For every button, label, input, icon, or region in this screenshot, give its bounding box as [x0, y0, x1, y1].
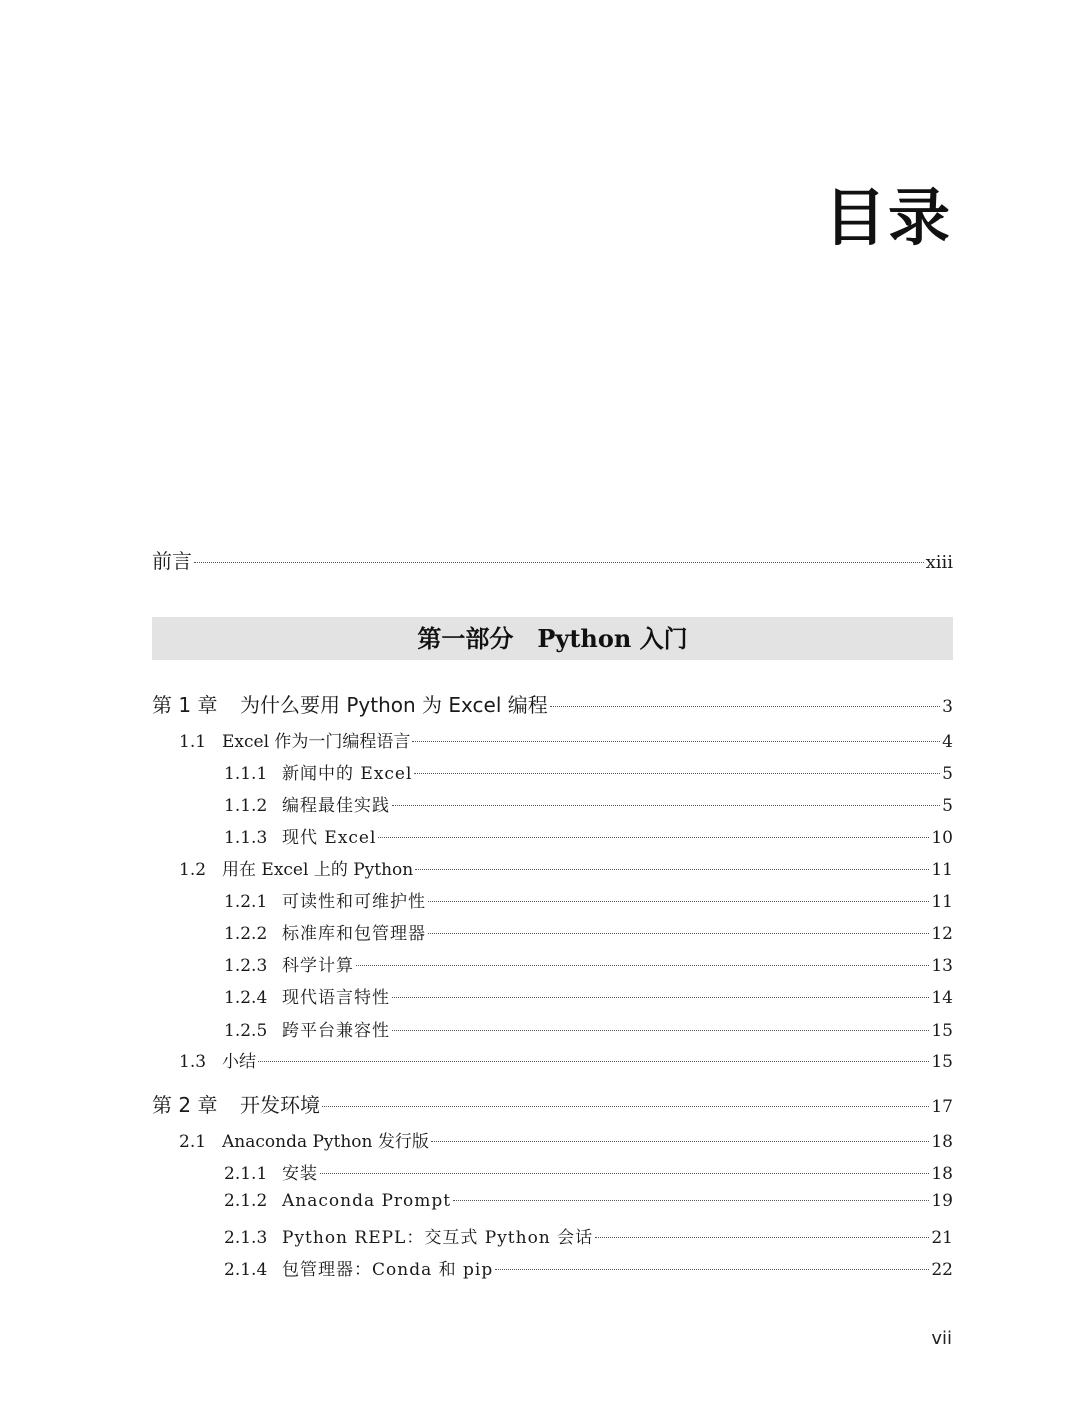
toc-entry-number: 第 2 章 — [152, 1093, 218, 1117]
dot-leader — [378, 837, 929, 838]
dot-leader — [550, 706, 940, 707]
toc-entry-sub[interactable] — [152, 1191, 953, 1211]
dot-leader — [412, 741, 940, 742]
toc-entry-chapter[interactable] — [152, 689, 953, 718]
toc-entry-page: 3 — [942, 697, 953, 717]
toc-entry-label: 包管理器：Conda 和 pip — [282, 1260, 494, 1280]
toc-entry-label: Python REPL：交互式 Python 会话 — [282, 1228, 594, 1248]
toc-entry-page: 22 — [931, 1260, 953, 1280]
toc-entry-page: 14 — [931, 988, 953, 1008]
toc-entry-page: 12 — [931, 924, 953, 944]
toc-entry-number: 1.2.3 — [224, 956, 268, 976]
toc-entry-label: Anaconda Python 发行版 — [222, 1132, 429, 1152]
dot-leader — [428, 933, 929, 934]
toc-entry-number: 1.1.1 — [224, 764, 268, 784]
toc-entry-label: 现代语言特性 — [282, 988, 390, 1008]
dot-leader — [194, 562, 924, 563]
toc-entry-preface[interactable] — [152, 545, 953, 574]
toc-entry-label: 小结 — [222, 1052, 256, 1072]
toc-entry-label: 可读性和可维护性 — [282, 892, 426, 912]
toc-entry-label: 为什么要用 Python 为 Excel 编程 — [240, 693, 548, 717]
toc-entry-sub[interactable] — [152, 983, 953, 1008]
toc-entry-number: 1.1 — [179, 732, 207, 752]
dot-leader — [453, 1200, 929, 1201]
toc-entry-label: 安装 — [282, 1164, 318, 1184]
dot-leader — [428, 901, 929, 902]
toc-entry-number: 2.1.4 — [224, 1260, 268, 1280]
dot-leader — [414, 773, 940, 774]
toc-entry-page: 5 — [942, 764, 953, 784]
toc-entry-page: 10 — [931, 828, 953, 848]
dot-leader — [392, 997, 929, 998]
dot-leader — [392, 1030, 929, 1031]
toc-entry-page: xiii — [925, 552, 953, 573]
toc-entry-number: 1.1.2 — [224, 796, 268, 816]
toc-entry-label: Anaconda Prompt — [282, 1191, 452, 1211]
toc-entry-number: 2.1 — [179, 1132, 207, 1152]
toc-entry-page: 21 — [931, 1228, 953, 1248]
toc-entry-number: 1.2.4 — [224, 988, 268, 1008]
toc-entry-number: 2.1.2 — [224, 1191, 268, 1211]
toc-entry-label: 编程最佳实践 — [282, 796, 390, 816]
dot-leader — [431, 1141, 929, 1142]
toc-entry-section[interactable] — [152, 1127, 953, 1152]
toc-entry-sub[interactable] — [152, 951, 953, 976]
dot-leader — [495, 1269, 929, 1270]
toc-entry-section[interactable] — [152, 1047, 953, 1072]
toc-entry-number: 1.2.1 — [224, 892, 268, 912]
toc-entry-page: 18 — [931, 1164, 953, 1184]
toc-entry-page: 13 — [931, 956, 953, 976]
dot-leader — [595, 1237, 929, 1238]
toc-entry-page: 11 — [931, 892, 953, 912]
toc-entry-label: 跨平台兼容性 — [282, 1021, 390, 1041]
toc-entry-sub[interactable] — [152, 1016, 953, 1041]
toc-entry-chapter[interactable] — [152, 1089, 953, 1118]
toc-entry-page: 15 — [931, 1052, 953, 1072]
toc-entry-section[interactable] — [152, 855, 953, 880]
toc-entry-number: 1.2.2 — [224, 924, 268, 944]
toc-entry-page: 17 — [931, 1097, 953, 1117]
toc-entry-label: 开发环境 — [240, 1093, 320, 1117]
toc-entry-page: 11 — [931, 860, 953, 880]
toc-entry-number: 1.1.3 — [224, 828, 268, 848]
dot-leader — [258, 1061, 929, 1062]
toc-entry-page: 4 — [942, 732, 953, 752]
toc-entry-sub[interactable] — [152, 791, 953, 816]
toc-entry-number: 2.1.3 — [224, 1228, 268, 1248]
toc-entry-section[interactable] — [152, 727, 953, 752]
toc-entry-number: 1.3 — [179, 1052, 207, 1072]
dot-leader — [392, 805, 940, 806]
toc-entry-label: 现代 Excel — [282, 828, 377, 848]
dot-leader — [356, 965, 929, 966]
toc-entry-label: Excel 作为一门编程语言 — [222, 732, 411, 752]
toc-entry-number: 1.2.5 — [224, 1021, 268, 1041]
toc-entry-label: 标准库和包管理器 — [282, 924, 426, 944]
page-number: vii — [931, 1328, 952, 1349]
toc-entry-label: 前言 — [152, 549, 192, 573]
toc-entry-page: 5 — [942, 796, 953, 816]
dot-leader — [415, 869, 929, 870]
toc-entry-sub[interactable] — [152, 1223, 953, 1248]
toc-entry-label: 新闻中的 Excel — [282, 764, 413, 784]
toc-entry-sub[interactable] — [152, 1255, 953, 1280]
toc-entry-number: 第 1 章 — [152, 693, 218, 717]
toc-entry-label: 用在 Excel 上的 Python — [222, 860, 414, 880]
toc-entry-sub[interactable] — [152, 919, 953, 944]
dot-leader — [322, 1106, 929, 1107]
page-title: 目录 — [823, 181, 952, 254]
toc-entry-label: 科学计算 — [282, 956, 354, 976]
toc-entry-number: 2.1.1 — [224, 1164, 268, 1184]
toc-entry-page: 19 — [931, 1191, 953, 1211]
toc-entry-page: 18 — [931, 1132, 953, 1152]
toc-entry-number: 1.2 — [179, 860, 207, 880]
toc-entry-page: 15 — [931, 1021, 953, 1041]
toc-entry-sub[interactable] — [152, 823, 953, 848]
part-heading: 第一部分 Python 入门 — [152, 617, 953, 660]
dot-leader — [320, 1173, 929, 1174]
toc-entry-sub[interactable] — [152, 887, 953, 912]
toc-entry-sub[interactable] — [152, 759, 953, 784]
toc-entry-sub[interactable] — [152, 1159, 953, 1184]
